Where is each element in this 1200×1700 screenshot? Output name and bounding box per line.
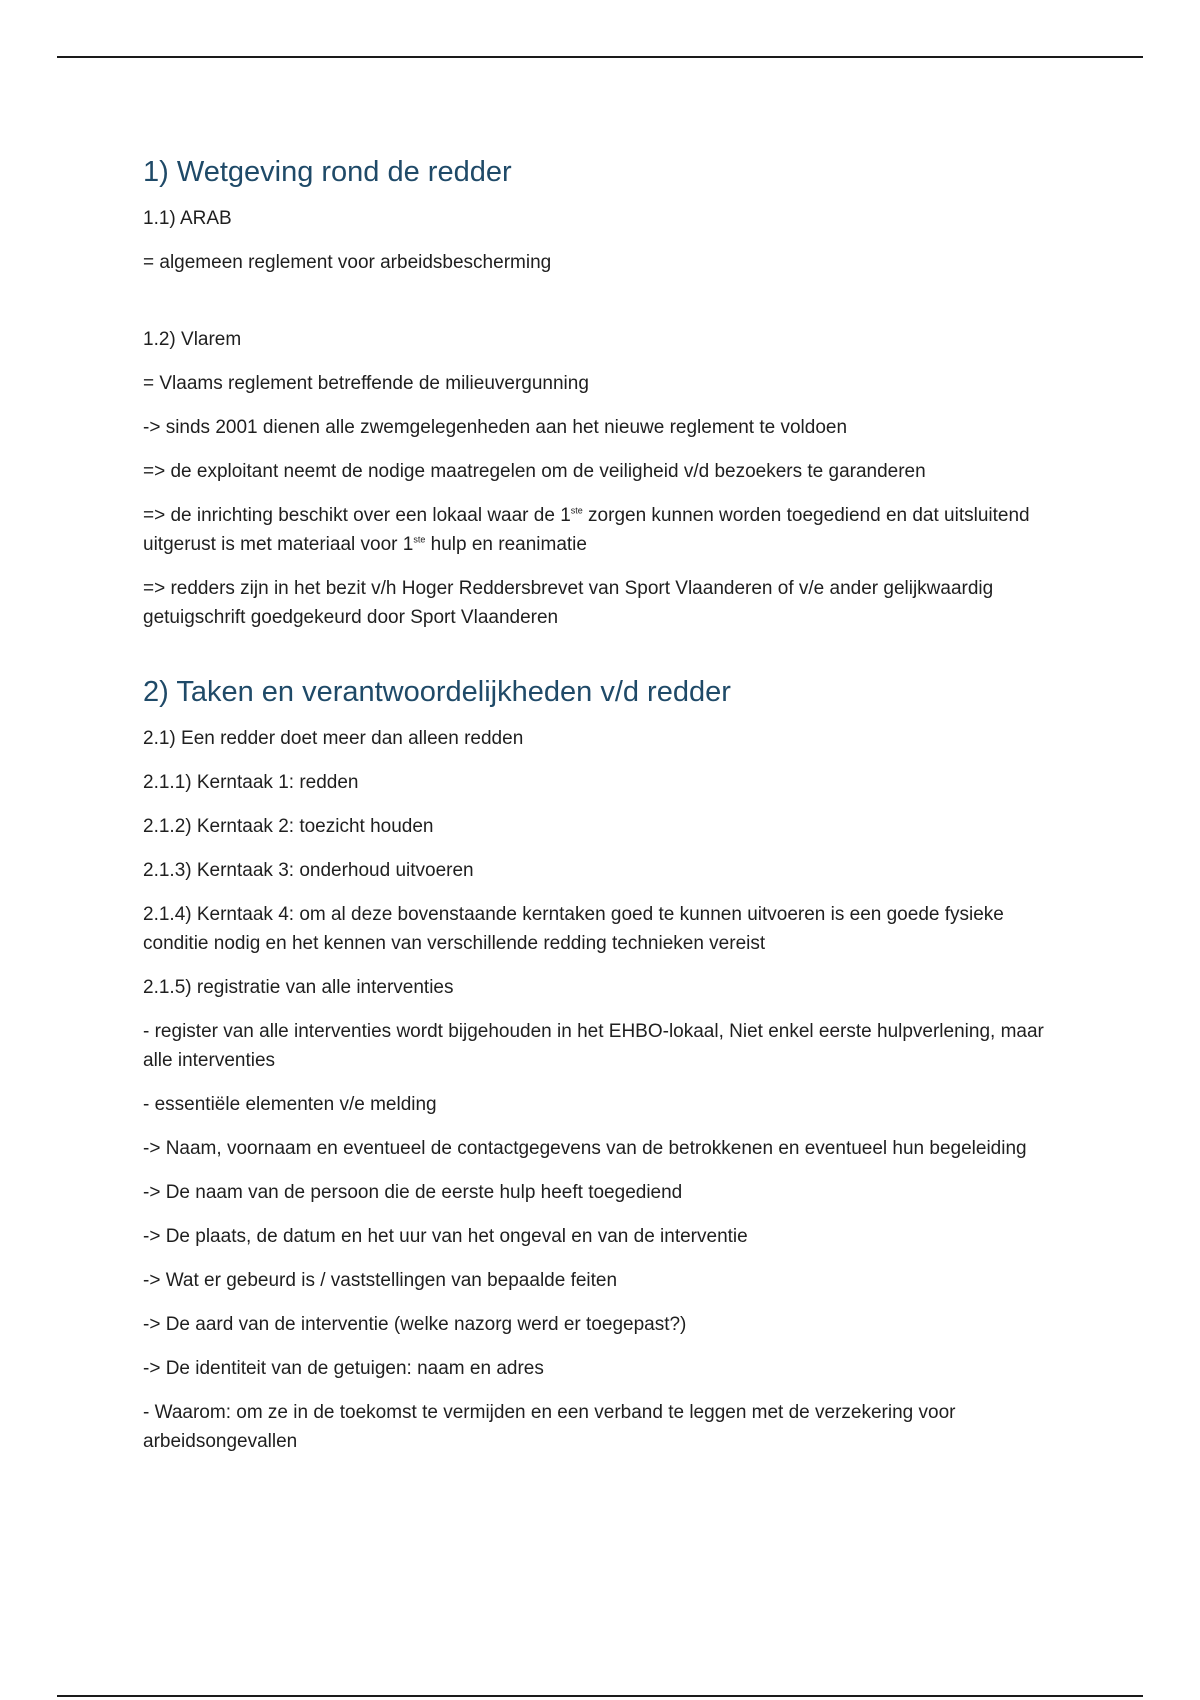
list-item: -> De aard van de interventie (welke nazorg werd er toegepast?): [143, 1314, 687, 1335]
header-rule: [57, 56, 1143, 58]
vlarem-exploitant: => de exploitant neemt de nodige maatregelen om de veiligheid v/d bezoekers te garanderen: [143, 461, 926, 482]
list-item: -> Wat er gebeurd is / vaststellingen van bepaalde feiten: [143, 1270, 618, 1291]
list-item: -> De plaats, de datum en het uur van het ongeval en van de interventie: [143, 1226, 748, 1247]
list-item: -> Naam, voornaam en eventueel de contactgegevens van de betrokkenen en eventueel hun begeleiding: [143, 1138, 1027, 1159]
list-item: 2.1.2) Kerntaak 2: toezicht houden: [143, 816, 434, 837]
subsection-vlarem-title: 1.2) Vlarem: [143, 329, 242, 350]
section-2-heading: 2) Taken en verantwoordelijkheden v/d redder: [143, 676, 731, 708]
inrichting-superscript-2: ste: [413, 534, 426, 545]
document-body: [143, 152, 1063, 1471]
list-item: -> De naam van de persoon die de eerste hulp heeft toegediend: [143, 1182, 683, 1203]
list-item: 2.1.4) Kerntaak 4: om al deze bovenstaande kerntaken goed te kunnen uitvoeren is een goede fysieke conditie nodig en het kennen van verschillende redding technieken vereist: [143, 904, 1004, 954]
arab-definition: = algemeen reglement voor arbeidsbescherming: [143, 252, 552, 273]
section-1-heading: 1) Wetgeving rond de redder: [143, 156, 512, 188]
list-item: - register van alle interventies wordt bijgehouden in het EHBO-lokaal, Niet enkel eerste hulpverlening, maar alle interventies: [143, 1021, 1044, 1071]
vlarem-definition: = Vlaams reglement betreffende de milieuvergunning: [143, 373, 589, 394]
list-item: 2.1.3) Kerntaak 3: onderhoud uitvoeren: [143, 860, 474, 881]
footer-rule: [57, 1695, 1143, 1697]
vlarem-since-2001: -> sinds 2001 dienen alle zwemgelegenheden aan het nieuwe reglement te voldoen: [143, 417, 848, 438]
list-item: -> De identiteit van de getuigen: naam en adres: [143, 1358, 544, 1379]
list-item: 2.1.5) registratie van alle interventies: [143, 977, 454, 998]
inrichting-text-2: zorgen kunnen worden toegediend en dat uitsluitend uitgerust is met materiaal voor 1: [143, 505, 1030, 555]
list-item: 2.1) Een redder doet meer dan alleen redden: [143, 728, 524, 749]
vlarem-redders: => redders zijn in het bezit v/h Hoger Reddersbrevet van Sport Vlaanderen of v/e ander gelijkwaardig getuigschrift goedgekeurd door Sport Vlaanderen: [143, 578, 994, 628]
inrichting-superscript-1: ste: [570, 505, 583, 516]
inrichting-text-1: => de inrichting beschikt over een lokaal waar de 1: [143, 505, 571, 526]
list-item: - essentiële elementen v/e melding: [143, 1094, 437, 1115]
list-item: 2.1.1) Kerntaak 1: redden: [143, 772, 359, 793]
subsection-arab-title: 1.1) ARAB: [143, 208, 232, 229]
list-item: - Waarom: om ze in de toekomst te vermijden en een verband te leggen met de verzekering voor arbeidsongevallen: [143, 1402, 956, 1452]
vlarem-inrichting: [143, 501, 1063, 559]
inrichting-text-3: hulp en reanimatie: [425, 534, 587, 555]
